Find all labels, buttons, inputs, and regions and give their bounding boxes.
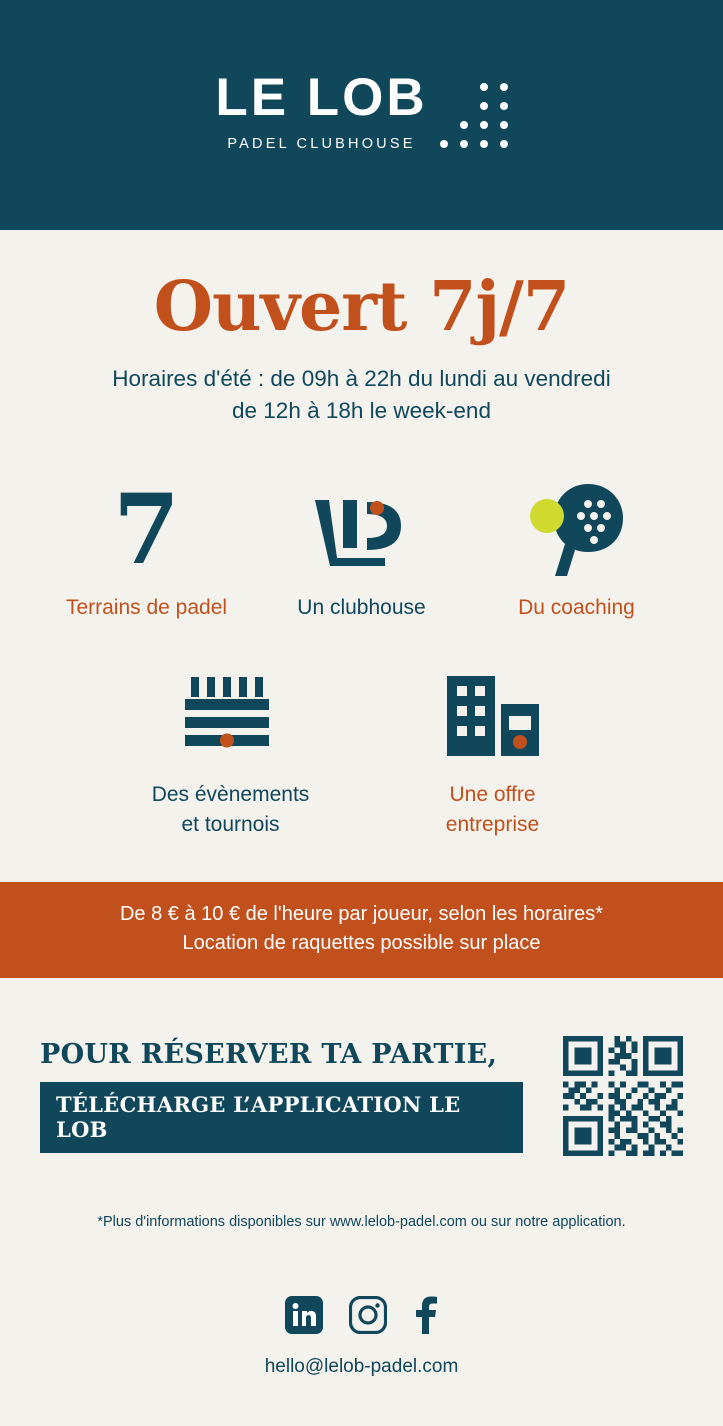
reserve-section: [0, 1036, 723, 1156]
features-row-1: [0, 472, 723, 621]
feature-events-label-line2: et tournois: [181, 812, 280, 836]
price-banner-line1: De 8 € à 10 € de l'heure par joueur, selon les horaires*: [119, 902, 604, 925]
reserve-title: POUR RÉSERVER TA PARTIE,: [40, 1038, 498, 1070]
feature-company-label-line2: entreprise: [445, 812, 540, 836]
feature-clubhouse-label: Un clubhouse: [297, 596, 426, 620]
feature-clubhouse: [254, 480, 469, 621]
feature-courts: [39, 472, 254, 621]
facebook-icon[interactable]: [413, 1296, 439, 1334]
hero-section: [0, 230, 723, 428]
footnote: *Plus d'informations disponibles sur www.lelob-padel.com ou sur notre application.: [97, 1213, 626, 1230]
brand-logo-title: LE LOB: [215, 68, 428, 127]
feature-company: [362, 667, 624, 838]
header-banner: [0, 0, 723, 230]
brand-logo: [215, 68, 507, 159]
feature-events: [100, 667, 362, 838]
download-app-button[interactable]: TÉLÉCHARGE L’APPLICATION LE LOB: [40, 1082, 523, 1153]
courts-count: 7: [113, 472, 180, 586]
company-building-icon: [362, 667, 624, 767]
padel-racket-icon: [469, 480, 684, 580]
price-banner-line2: Location de raquettes possible sur place: [182, 931, 541, 954]
opening-hours-line2: de 12h à 18h le week-end: [232, 398, 491, 424]
contact-email[interactable]: hello@lelob-padel.com: [264, 1355, 459, 1377]
logo-dots-icon: [440, 83, 508, 159]
qr-code[interactable]: [563, 1036, 683, 1156]
social-links: [0, 1296, 723, 1334]
page-title: Ouvert 7j/7: [153, 267, 570, 347]
opening-hours: [0, 363, 723, 428]
brand-logo-text: [215, 68, 428, 152]
tournament-bracket-icon: [100, 667, 362, 767]
feature-courts-label: Terrains de padel: [65, 596, 228, 620]
linkedin-icon[interactable]: [285, 1296, 323, 1334]
feature-coaching-label: Du coaching: [518, 596, 635, 620]
instagram-icon[interactable]: [349, 1296, 387, 1334]
clubhouse-mug-icon: [254, 480, 469, 580]
feature-events-label-line1: Des évènements: [151, 783, 310, 807]
reserve-text-block: [40, 1039, 523, 1153]
price-banner: [0, 882, 723, 978]
features-section: [0, 472, 723, 838]
feature-company-label-line1: Une offre: [449, 783, 536, 807]
opening-hours-line1: Horaires d'été : de 09h à 22h du lundi au vendredi: [112, 365, 611, 391]
feature-coaching: [469, 480, 684, 621]
features-row-2: [0, 667, 723, 838]
number-seven-icon: [39, 472, 254, 586]
brand-logo-subtitle: PADEL CLUBHOUSE: [227, 136, 416, 152]
